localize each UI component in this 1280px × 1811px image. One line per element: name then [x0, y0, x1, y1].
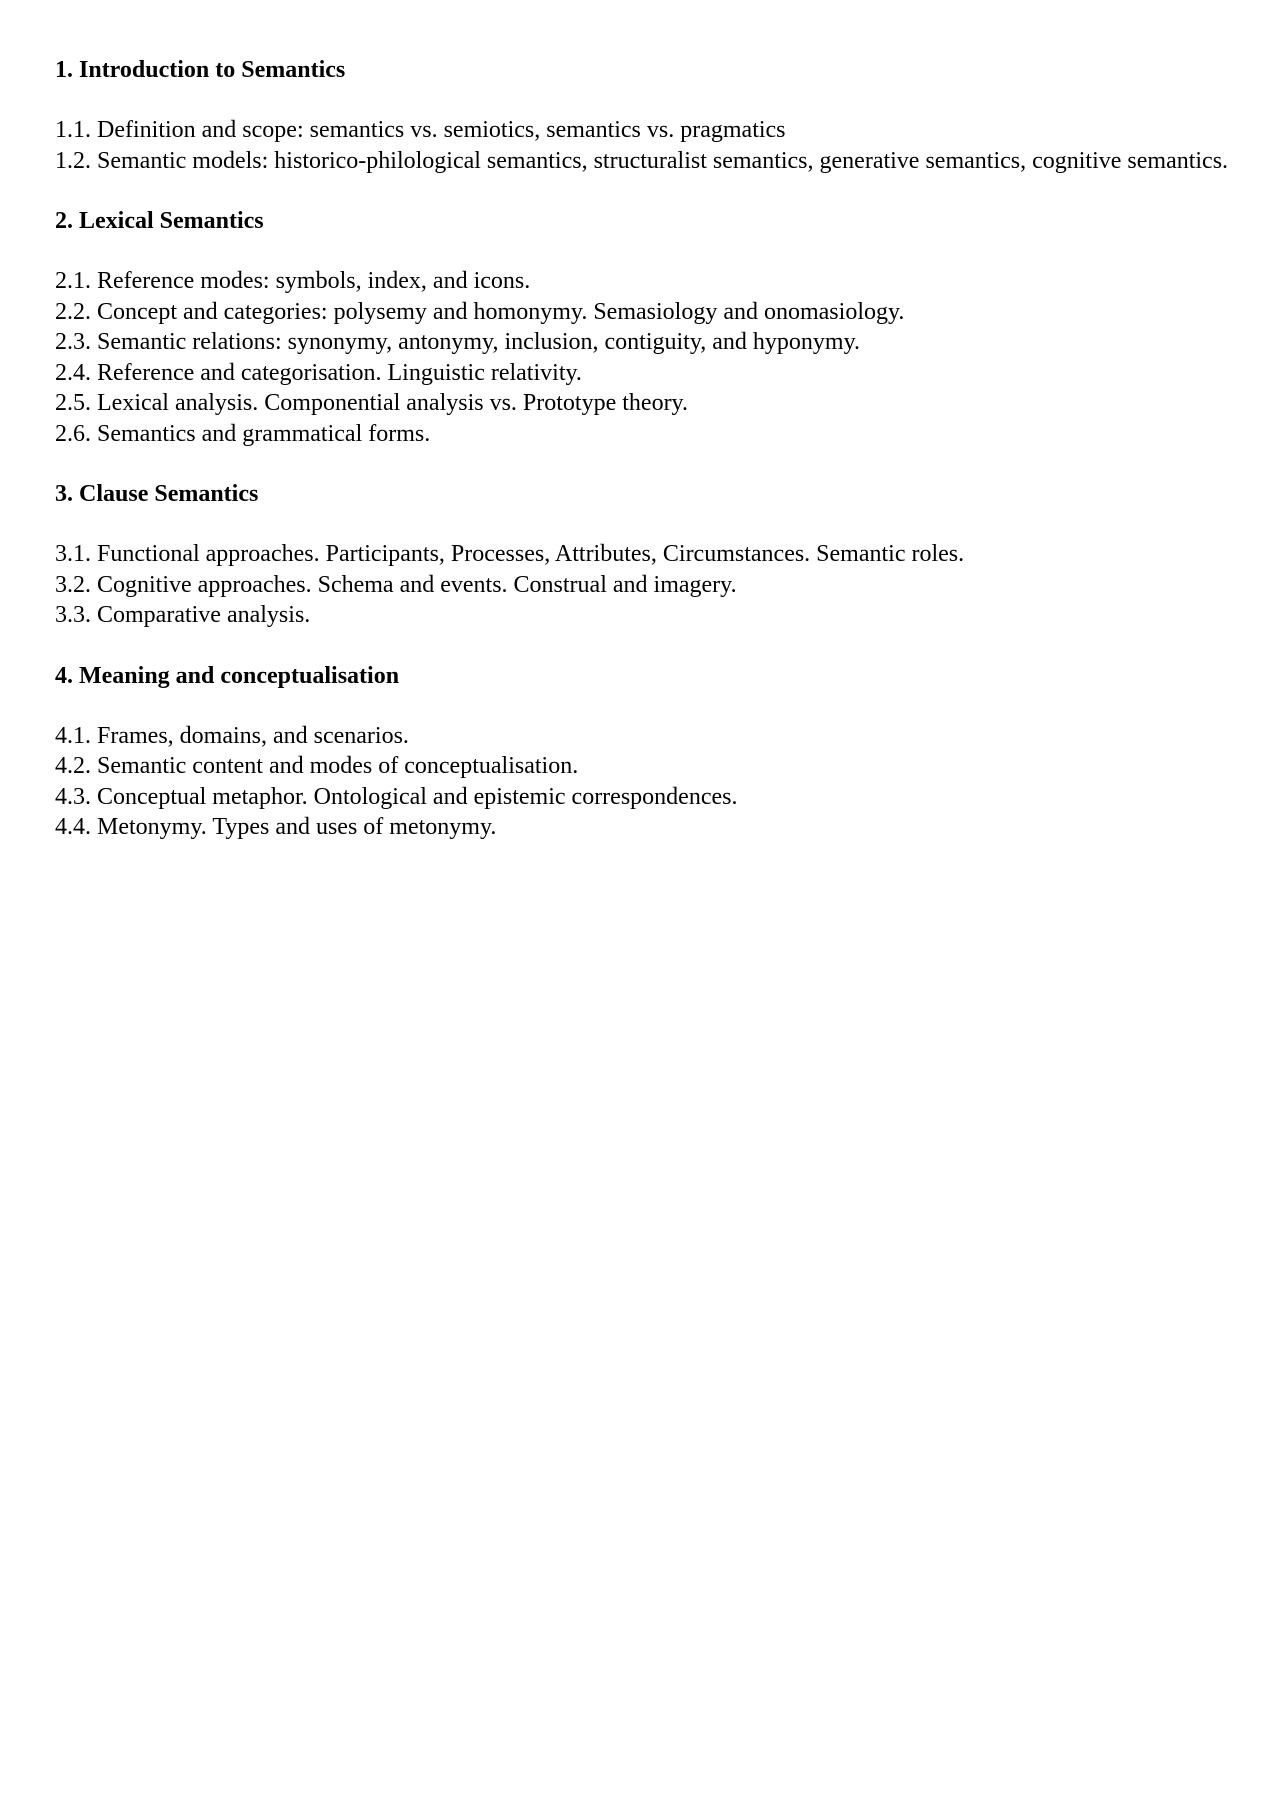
section-2 [55, 206, 1230, 449]
syllabus-content [55, 55, 1230, 873]
section-item-list [55, 266, 1230, 449]
section-item: 2.5. Lexical analysis. Componential analysis vs. Prototype theory. [55, 390, 688, 416]
section-item: 4.2. Semantic content and modes of conceptualisation. [55, 753, 579, 779]
section-heading: 3. Clause Semantics [55, 481, 259, 507]
section-item: 2.1. Reference modes: symbols, index, and icons. [55, 268, 531, 294]
section-item-list [55, 721, 1230, 843]
section-item: 4.3. Conceptual metaphor. Ontological and epistemic correspondences. [55, 783, 738, 810]
section-item: 2.2. Concept and categories: polysemy and homonymy. Semasiology and onomasiology. [55, 298, 905, 325]
section-heading: 4. Meaning and conceptualisation [55, 662, 400, 689]
section-item: 4.1. Frames, domains, and scenarios. [55, 722, 409, 749]
section-item: 2.6. Semantics and grammatical forms. [55, 420, 431, 447]
section-item: 4.4. Metonymy. Types and uses of metonymy. [55, 814, 497, 840]
section-item: 2.4. Reference and categorisation. Linguistic relativity. [55, 359, 582, 386]
section-4 [55, 661, 1230, 843]
section-item: 1.2. Semantic models: historico-philological semantics, structuralist semantics, generative semantics, cognitive semantics. [55, 147, 1229, 174]
section-item: 3.2. Cognitive approaches. Schema and events. Construal and imagery. [55, 571, 737, 598]
section-item: 1.1. Definition and scope: semantics vs. semiotics, semantics vs. pragmatics [55, 117, 786, 143]
section-item: 2.3. Semantic relations: synonymy, antonymy, inclusion, contiguity, and hyponymy. [55, 329, 861, 355]
section-item-list [55, 115, 1230, 176]
section-1 [55, 55, 1230, 176]
section-heading: 2. Lexical Semantics [55, 208, 264, 234]
section-item: 3.1. Functional approaches. Participants, Processes, Attributes, Circumstances. Semantic roles. [55, 541, 965, 567]
section-heading: 1. Introduction to Semantics [55, 57, 346, 83]
section-3 [55, 479, 1230, 631]
section-item: 3.3. Comparative analysis. [55, 602, 311, 628]
section-item-list [55, 539, 1230, 631]
